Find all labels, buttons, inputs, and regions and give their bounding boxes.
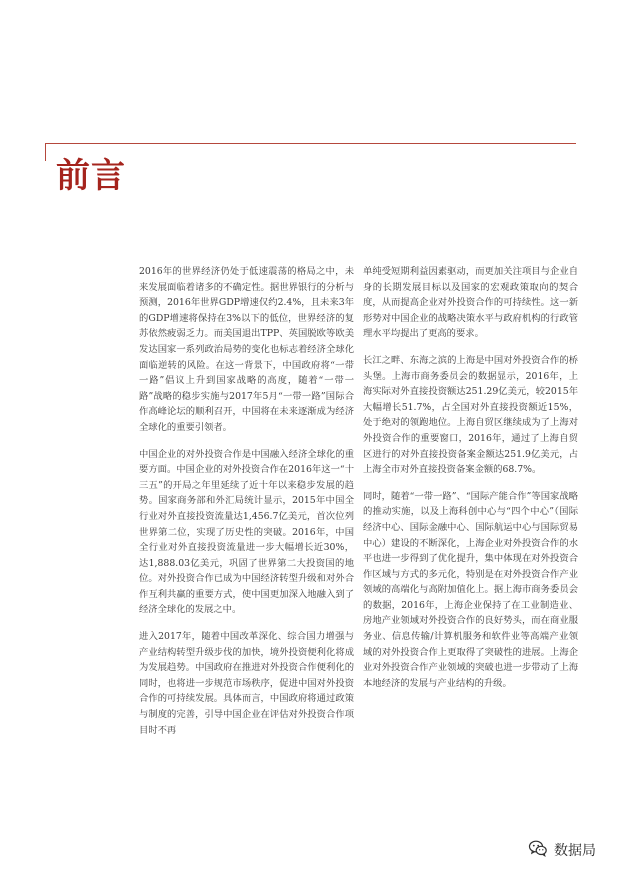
text-column-left [139, 264, 354, 749]
paragraph: 同时，随着“一带一路”、“国际产能合作”等国家战略的推动实施，以及上海科创中心与“四个中心”（国际经济中心、国际金融中心、国际航运中心与国际贸易中心）建设的不断深化，上海企业对外投资合作的水平也进一步得到了优化提升，集中体现在对外投资合作区域与方式的多元化，特别是在对外投资合作产业领域的高端化与高附加值化上。据上海市商务委员会的数据，2016年，上海企业保持了在工业制造业、房地产业领域对外投资合作的良好势头，而在商业服务业、信息传输/计算机服务和软件业等高端产业领域的对外投资合作上更取得了突破性的进展。上海企业对外投资合作产业领域的突破也进一步带动了上海本地经济的发展与产业结构的升级。 [363, 490, 578, 689]
header-rule-tick [45, 143, 46, 161]
paragraph: 进入2017年，随着中国改革深化、综合国力增强与产业结构转型升级步伐的加快，境外投资便利化将成为发展趋势。中国政府在推进对外投资合作便利化的同时，也将进一步规范市场秩序，促进中国对外投资合作的可持续发展。具体而言，中国政府将通过政策与制度的完善，引导中国企业在评估对外投资合作项目时不再 [139, 631, 354, 736]
page-title: 前言 [56, 156, 126, 196]
paragraph: 长江之畔、东海之滨的上海是中国对外投资合作的桥头堡。上海市商务委员会的数据显示，2016年，上海实际对外直接投资额达251.29亿美元，较2015年大幅增长51.7%，占全国对外直接投资额近15%，处于绝对的领跑地位。上海自贸区继续成为了上海对外投资合作的重要窗口，2016年，通过了上海自贸区进行的对外直接投资备案金额达251.9亿美元，占上海全市对外直接投资备案金额的68.7%。 [363, 354, 578, 476]
paragraph: 中国企业的对外投资合作是中国融入经济全球化的重要方面。中国企业的对外投资合作在2016年这一“十三五”的开局之年里延续了近十年以来稳步发展的趋势。国家商务部和外汇局统计显示，2015年中国全行业对外直接投资流量达1,456.7亿美元，首次位列世界第二位，实现了历史性的突破。2016年，中国全行业对外直接投资流量进一步大幅增长近30%，达1,888.03亿美元，巩固了世界第二大投资国的地位。对外投资合作已成为中国经济转型升级和对外合作互利共赢的重要方式，使中国更加深入地融入到了经济全球化的发展之中。 [139, 448, 354, 616]
watermark [528, 838, 596, 862]
paragraph: 2016年的世界经济仍处于低速震荡的格局之中，未来发展面临着诸多的不确定性。据世界银行的分析与预测，2016年世界GDP增速仅约2.4%，且未来3年的GDP增速将保持在3%以下的低位，世界经济的复苏依然疲弱乏力。而美国退出TPP、英国脱欧等欧美发达国家一系列政治局势的变化也标志着经济全球化面临逆转的风险。在这一背景下，中国政府将“一带一路”倡议上升到国家战略的高度，随着“一带一路”战略的稳步实施与2017年5月“一带一路”国际合作高峰论坛的顺利召开，中国将在未来逐渐成为经济全球化的重要引领者。 [139, 266, 354, 433]
watermark-label: 数据局 [554, 843, 596, 859]
text-column-right [363, 264, 578, 702]
header-rule [45, 143, 576, 144]
wechat-icon [528, 838, 548, 862]
paragraph: 单纯受短期利益因素驱动，而更加关注项目与企业自身的长期发展目标以及国家的宏观政策取向的契合度，从而提高企业对外投资合作的可持续性。这一新形势对中国企业的战略决策水平与政府机构的行政管理水平均提出了更高的要求。 [363, 266, 578, 340]
